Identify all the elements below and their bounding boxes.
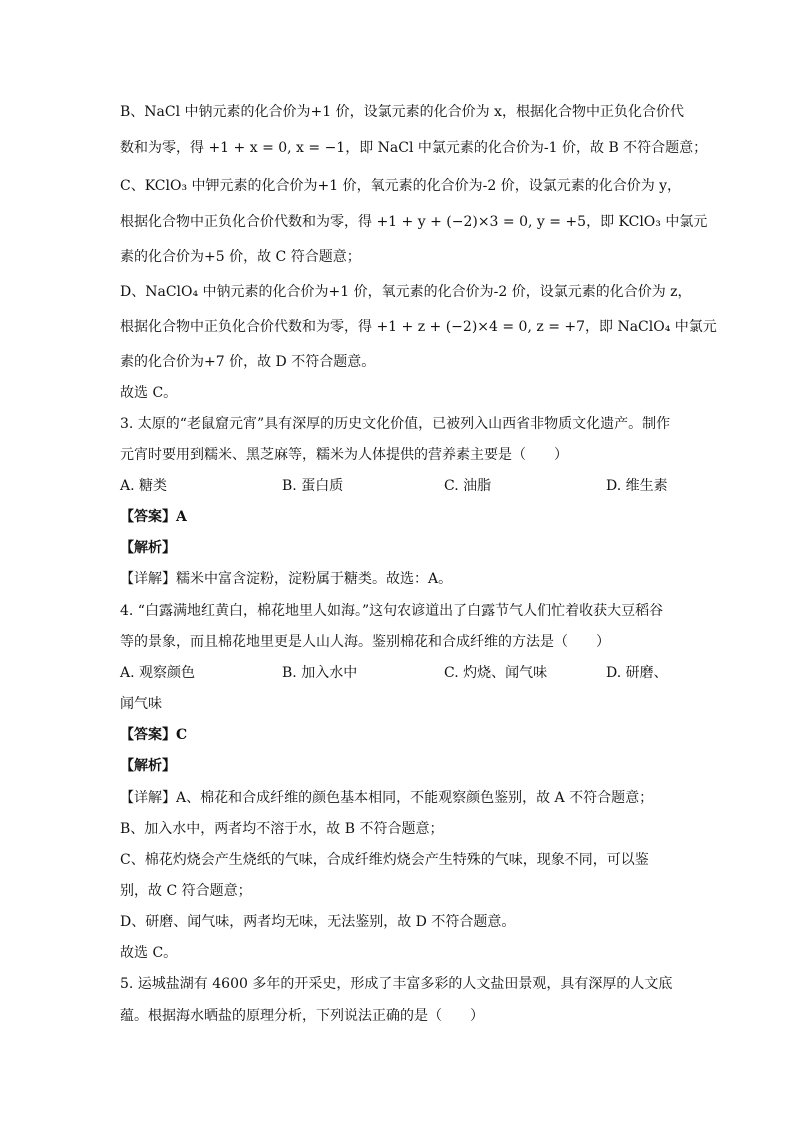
text-line: 数和为零，得 +1 + x = 0, x = −1，即 NaCl 中氯元素的化合价为-1 价，故 B 不符合题意；	[120, 140, 708, 156]
question-5-stem: 蕴。根据海水晒盐的原理分析，下列说法正确的是（ ）	[120, 1008, 484, 1024]
q3-option-a: A. 糖类	[120, 478, 168, 494]
question-3-stem: 元宵时要用到糯米、黑芝麻等，糯米为人体提供的营养素主要是（ ）	[120, 447, 568, 463]
text-line: B、NaCl 中钠元素的化合价为+1 价，设氯元素的化合价为 x，根据化合物中正负化合价代	[120, 104, 684, 120]
text-line: 素的化合价为+5 价，故 C 符合题意；	[120, 249, 361, 265]
question-5-stem: 5. 运城盐湖有 4600 多年的开采史，形成了丰富多彩的人文盐田景观，具有深厚的人文底	[120, 976, 673, 992]
explanation-text: C、棉花灼烧会产生烧纸的气味，合成纤维灼烧会产生特殊的气味，现象不同，可以鉴	[120, 852, 649, 868]
explanation-text: 【详解】糯米中富含淀粉，淀粉属于糖类。故选：A。	[120, 571, 453, 587]
text-line: 素的化合价为+7 价，故 D 不符合题意。	[120, 354, 376, 370]
q4-option-d-continued: 闻气味	[120, 696, 162, 712]
text-line: C、KClO₃ 中钾元素的化合价为+1 价，氧元素的化合价为-2 价，设氯元素的化合价为 y，	[120, 178, 682, 194]
q3-option-b: B. 蛋白质	[282, 478, 344, 494]
text-line: 故选 C。	[120, 385, 178, 401]
explanation-text: 别，故 C 符合题意；	[120, 883, 252, 899]
answer-label: 【答案】C	[120, 727, 188, 743]
q4-option-c: C. 灼烧、闻气味	[444, 665, 548, 681]
text-line: 根据化合物中正负化合价代数和为零，得 +1 + z + (−2)×4 = 0, z = +7，即 NaClO₄ 中氯元	[120, 319, 717, 335]
conclusion-text: 故选 C。	[120, 945, 178, 961]
answer-label: 【答案】A	[120, 509, 187, 525]
question-3-stem: 3. 太原的“老鼠窟元宵”具有深厚的历史文化价值，已被列入山西省非物质文化遗产。制作	[120, 416, 671, 432]
explanation-text: D、研磨、闻气味，两者均无味，无法鉴别，故 D 不符合题意。	[120, 914, 516, 930]
q4-option-b: B. 加入水中	[282, 665, 358, 681]
explanation-text: 【详解】A、棉花和合成纤维的颜色基本相同，不能观察颜色鉴别，故 A 不符合题意；	[120, 790, 654, 806]
text-line: D、NaClO₄ 中钠元素的化合价为+1 价，氧元素的化合价为-2 价，设氯元素的化合价为 z，	[120, 284, 692, 300]
explanation-text: B、加入水中，两者均不溶于水，故 B 不符合题意；	[120, 821, 444, 837]
q4-option-d: D. 研磨、	[606, 665, 668, 681]
q4-option-a: A. 观察颜色	[120, 665, 196, 681]
question-4-stem: 等的景象，而且棉花地里更是人山人海。鉴别棉花和合成纤维的方法是（ ）	[120, 634, 610, 650]
analysis-label: 【解析】	[120, 540, 176, 556]
question-4-stem: 4. “白露满地红黄白，棉花地里人如海。”这句农谚道出了白露节气人们忙着收获大豆稻谷	[120, 603, 664, 619]
analysis-label: 【解析】	[120, 758, 176, 774]
text-line: 根据化合物中正负化合价代数和为零，得 +1 + y + (−2)×3 = 0, y = +5，即 KClO₃ 中氯元	[120, 214, 708, 230]
q3-option-d: D. 维生素	[606, 478, 668, 494]
q3-option-c: C. 油脂	[444, 478, 492, 494]
